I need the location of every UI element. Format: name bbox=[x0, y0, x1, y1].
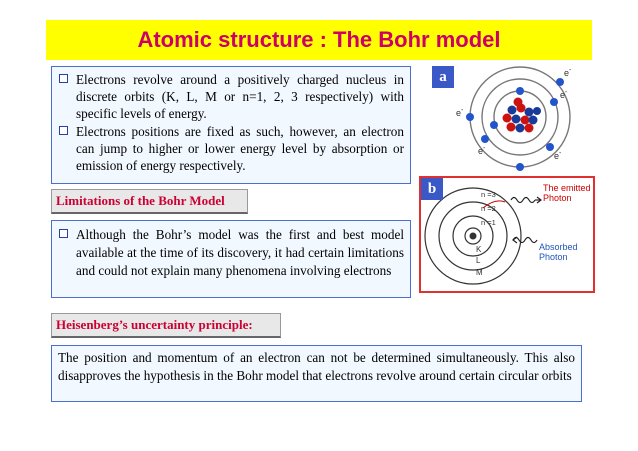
atom-diagram-b bbox=[421, 178, 593, 291]
checkbox-bullet-icon bbox=[59, 229, 68, 238]
absorbed-photon-wave bbox=[513, 238, 537, 243]
list-item: Although the Bohr’s model was the first and best model available at the time of its discovery, it had certain limitations and could not explain many phenomena involving electrons bbox=[56, 226, 404, 280]
figure-b-label: b bbox=[421, 178, 443, 200]
emitted-photon-label: The emitted Photon bbox=[543, 183, 591, 203]
limitations-box bbox=[51, 220, 411, 298]
shell-labels bbox=[476, 245, 483, 277]
list-item: Electrons revolve around a positively charged nucleus in discrete orbits (K, L, M or n=1, 2, 3 respectively) with specific levels of energy. bbox=[56, 71, 404, 122]
svg-text:M: M bbox=[476, 268, 483, 277]
svg-text:e-: e- bbox=[554, 150, 562, 161]
figure-a-label: a bbox=[432, 66, 454, 88]
svg-text:e-: e- bbox=[456, 107, 464, 118]
svg-text:L: L bbox=[476, 256, 481, 265]
checkbox-bullet-icon bbox=[59, 74, 68, 83]
heisenberg-text: The position and momentum of an electron can not be determined simultaneously. This also disapproves the hypothesis in the Bohr model that electrons revolve around certain circular orbits bbox=[58, 350, 575, 383]
svg-text:n =3: n =3 bbox=[481, 190, 496, 199]
bohr-points-box bbox=[51, 66, 411, 184]
svg-text:e-: e- bbox=[560, 89, 568, 100]
svg-text:n =2: n =2 bbox=[481, 204, 496, 213]
figure-b-box bbox=[419, 176, 595, 293]
page-title: Atomic structure : The Bohr model bbox=[137, 27, 501, 52]
limitations-heading: Limitations of the Bohr Model bbox=[51, 189, 248, 214]
checkbox-bullet-icon bbox=[59, 126, 68, 135]
atom-diagram-a bbox=[450, 62, 610, 172]
emitted-photon-wave bbox=[511, 198, 535, 203]
orbit-labels bbox=[481, 190, 496, 227]
heisenberg-heading: Heisenberg’s uncertainty principle: bbox=[51, 313, 281, 338]
svg-text:e-: e- bbox=[564, 67, 572, 78]
heisenberg-box bbox=[51, 345, 582, 402]
limitations-list bbox=[56, 226, 404, 280]
absorbed-photon-label: Absorbed Photon bbox=[539, 242, 578, 262]
nucleus bbox=[470, 233, 477, 240]
svg-text:e-: e- bbox=[478, 145, 486, 156]
list-item: Electrons positions are fixed as such, however, an electron can jump to higher or lower energy level by absorption or emission of energy respectively. bbox=[56, 123, 404, 174]
svg-text:K: K bbox=[476, 245, 482, 254]
nucleus bbox=[503, 98, 542, 133]
title-bar bbox=[46, 20, 592, 60]
bohr-points-list bbox=[56, 71, 404, 174]
svg-text:n =1: n =1 bbox=[481, 218, 496, 227]
